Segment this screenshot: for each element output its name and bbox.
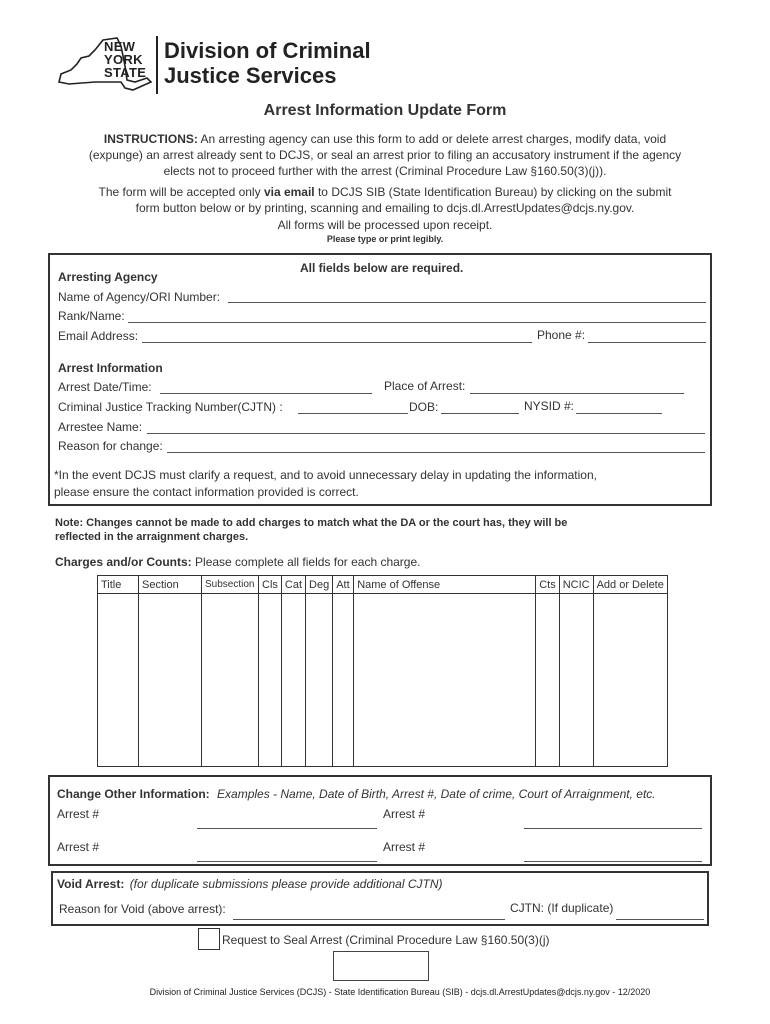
- email-label: Email Address:: [58, 329, 139, 343]
- arrestee-name-field[interactable]: [147, 433, 705, 434]
- charges-note: [55, 516, 567, 544]
- contact-note-line-1: *In the event DCJS must clarify a request, and to avoid unnecessary delay in updating the information,: [54, 468, 597, 482]
- dob-field[interactable]: [441, 413, 519, 414]
- seal-arrest-checkbox[interactable]: [198, 928, 220, 950]
- dob-label: DOB:: [409, 400, 439, 414]
- cell-cat[interactable]: [281, 594, 305, 767]
- charges-heading-bold: Charges and/or Counts:: [55, 555, 192, 569]
- charges-header-row: [98, 576, 668, 594]
- email-field[interactable]: [142, 342, 532, 343]
- col-att: Att: [333, 576, 354, 594]
- instructions: [40, 131, 730, 179]
- void-cjtn-field[interactable]: [616, 919, 704, 920]
- cell-att[interactable]: [333, 594, 354, 767]
- rank-name-label: Rank/Name:: [58, 309, 125, 323]
- phone-field[interactable]: [588, 342, 706, 343]
- arrest-number-field-1[interactable]: [197, 828, 377, 829]
- col-cls: Cls: [259, 576, 282, 594]
- email-line-1-bold: via email: [263, 185, 315, 199]
- cell-cls[interactable]: [259, 594, 282, 767]
- state-line-1: NEW: [104, 39, 136, 54]
- email-line-2: form button below or by printing, scanning and emailing to dcjs.dl.ArrestUpdates@dcjs.ny.gov.: [135, 201, 635, 215]
- col-cat: Cat: [281, 576, 305, 594]
- arresting-agency-heading: Arresting Agency: [58, 270, 158, 284]
- instructions-line-3: elects not to proceed further with the arrest (Criminal Procedure Law §160.50(3)(j)).: [163, 164, 607, 178]
- arrest-number-label-2: Arrest #: [383, 807, 426, 821]
- rank-name-field[interactable]: [128, 322, 706, 323]
- place-of-arrest-label: Place of Arrest:: [384, 379, 466, 393]
- instructions-line-1: An arresting agency can use this form to add or delete arrest charges, modify data, void: [197, 132, 667, 146]
- charges-note-line-1: Note: Changes cannot be made to add charges to match what the DA or the court has, they will be: [55, 517, 568, 529]
- col-ncic: NCIC: [559, 576, 593, 594]
- email-instructions: [40, 184, 730, 216]
- cell-title[interactable]: [98, 594, 139, 767]
- cjtn-field[interactable]: [298, 413, 408, 414]
- void-arrest-heading: [57, 877, 443, 891]
- arrest-information-heading: Arrest Information: [58, 361, 163, 375]
- state-line-3: STATE: [104, 65, 147, 80]
- col-deg: Deg: [306, 576, 333, 594]
- reason-for-change-field[interactable]: [167, 452, 705, 453]
- void-heading-bold: Void Arrest:: [57, 877, 125, 891]
- arrest-number-label-4: Arrest #: [383, 840, 426, 854]
- charges-table: [97, 575, 668, 767]
- cell-deg[interactable]: [306, 594, 333, 767]
- arrest-date-label: Arrest Date/Time:: [58, 380, 152, 394]
- nysid-label: NYSID #:: [524, 399, 575, 413]
- reason-for-void-field[interactable]: [233, 919, 505, 920]
- email-line-1-pre: The form will be accepted only: [98, 185, 264, 199]
- form-title: Arrest Information Update Form: [263, 102, 507, 119]
- change-other-information-heading: [57, 787, 656, 801]
- place-of-arrest-field[interactable]: [470, 393, 684, 394]
- nysid-field[interactable]: [576, 413, 662, 414]
- required-note: All fields below are required.: [300, 261, 464, 275]
- agency-name-logo: [164, 38, 371, 88]
- void-cjtn-label: CJTN: (If duplicate): [510, 901, 614, 915]
- charges-note-line-2: reflected in the arraignment charges.: [55, 531, 249, 543]
- col-cts: Cts: [536, 576, 560, 594]
- agency-ori-label: Name of Agency/ORI Number:: [58, 290, 221, 304]
- col-section: Section: [139, 576, 202, 594]
- footer-text: Division of Criminal Justice Services (DCJS) - State Identification Bureau (SIB) - dcjs.dl.ArrestUpdates@dcjs.ny.gov - 12/2020: [149, 987, 651, 997]
- cell-section[interactable]: [139, 594, 202, 767]
- col-subsection: Subsection: [202, 576, 259, 594]
- contact-note-line-2: please ensure the contact information provided is correct.: [54, 485, 359, 499]
- arrest-number-label-1: Arrest #: [57, 807, 100, 821]
- col-add-or-delete: Add or Delete: [593, 576, 667, 594]
- contact-note: [54, 467, 597, 501]
- charges-heading: [55, 555, 420, 569]
- charges-entry-row: [98, 594, 668, 767]
- submit-form-button[interactable]: [333, 951, 429, 981]
- other-info-heading-bold: Change Other Information:: [57, 787, 210, 801]
- arrestee-name-label: Arrestee Name:: [58, 420, 143, 434]
- other-info-examples: Examples - Name, Date of Birth, Arrest #, Date of crime, Court of Arraignment, etc.: [217, 787, 656, 801]
- state-name-logo: [104, 40, 146, 79]
- cell-name-of-offense[interactable]: [354, 594, 536, 767]
- cell-cts[interactable]: [536, 594, 560, 767]
- seal-arrest-label: Request to Seal Arrest (Criminal Procedure Law §160.50(3)(j): [222, 933, 550, 947]
- logo-divider: [156, 36, 158, 94]
- cjtn-label: Criminal Justice Tracking Number(CJTN) :: [58, 400, 283, 414]
- charges-heading-rest: Please complete all fields for each charge.: [191, 555, 421, 569]
- instructions-line-2: (expunge) an arrest already sent to DCJS, or seal an arrest prior to filing an accusatory instrument if the agency: [88, 148, 682, 162]
- cell-ncic[interactable]: [559, 594, 593, 767]
- email-line-1-post: to DCJS SIB (State Identification Bureau) by clicking on the submit: [314, 185, 672, 199]
- phone-label: Phone #:: [537, 328, 586, 342]
- reason-for-change-label: Reason for change:: [58, 439, 163, 453]
- agency-ori-field[interactable]: [228, 302, 706, 303]
- arrest-number-field-3[interactable]: [197, 861, 377, 862]
- agency-line-2: Justice Services: [164, 63, 337, 88]
- arrest-number-field-2[interactable]: [524, 828, 702, 829]
- arrest-date-field[interactable]: [160, 393, 372, 394]
- state-line-2: YORK: [104, 52, 143, 67]
- void-heading-italic: (for duplicate submissions please provide additional CJTN): [129, 877, 443, 891]
- cell-add-or-delete[interactable]: [593, 594, 667, 767]
- processed-note: All forms will be processed upon receipt.: [277, 218, 493, 232]
- cell-subsection[interactable]: [202, 594, 259, 767]
- agency-line-1: Division of Criminal: [164, 38, 371, 63]
- reason-for-void-label: Reason for Void (above arrest):: [59, 902, 226, 916]
- legibly-note: Please type or print legibly.: [326, 234, 444, 244]
- instructions-label: INSTRUCTIONS:: [103, 132, 198, 146]
- arrest-number-field-4[interactable]: [524, 861, 702, 862]
- col-title: Title: [98, 576, 139, 594]
- arrest-number-label-3: Arrest #: [57, 840, 100, 854]
- col-name-of-offense: Name of Offense: [354, 576, 536, 594]
